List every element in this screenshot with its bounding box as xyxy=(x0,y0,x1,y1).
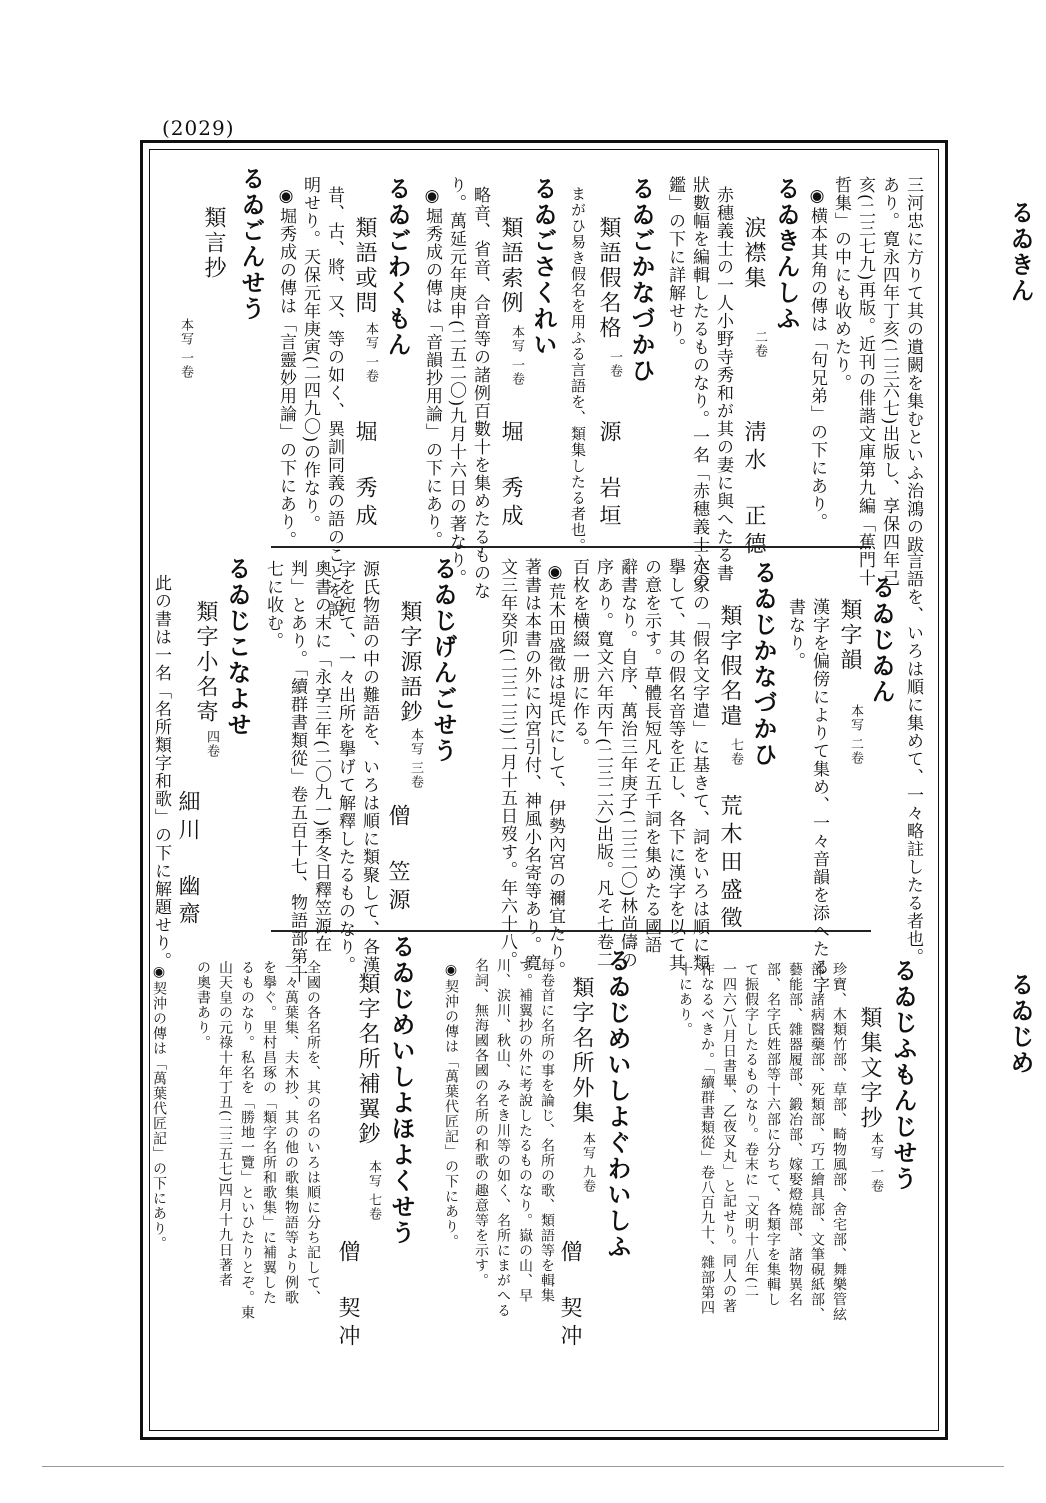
entry-author: 堀 秀成 xyxy=(498,420,523,532)
entry-author: 細川 幽齋 xyxy=(175,790,200,930)
text-column: ◉横本其角の傳は「句兄弟」の下にあり。 xyxy=(807,186,827,531)
text-column: 七に收む。 xyxy=(263,560,283,650)
text-column: 狀數幅を編輯したるものなり。一名「赤穗義士入の xyxy=(689,176,709,590)
text-column: 辭書なり。自序、萬治三年庚子(二三二〇)林尚儔の xyxy=(617,558,637,970)
entry-heading: るゐじゐん xyxy=(867,575,896,705)
text-column: 作なるべきか。「續群書類從」卷八百九十、雜部第四 xyxy=(699,962,715,1315)
text-column: 奧書の末に「永享三年(二〇九一)季冬日釋笠源在 xyxy=(311,560,331,954)
text-column: 一々萬葉集、夫木抄、其の他の歌集物語等より例歌 xyxy=(283,960,299,1305)
text-column: ◉契沖の傳は「萬葉代匠記」の下にあり。 xyxy=(443,962,459,1249)
entry-author: 僧 契冲 xyxy=(557,1240,582,1352)
entry-heading: るゐじこなよせ xyxy=(223,556,252,738)
text-column: 珍寶、木類竹部、草部、畸物風部、舍宅部、舞樂管絃 xyxy=(831,962,847,1322)
entry-heading: るゐごわくもん xyxy=(383,176,412,358)
text-column: ◉堀秀成の傳は「言靈妙用論」の下にあり。 xyxy=(276,186,296,549)
entry-title: 類語或問 xyxy=(352,216,377,316)
text-column: 書なり。 xyxy=(785,598,805,670)
entry-title: 類字名所外集 xyxy=(569,976,594,1126)
text-column: 源氏物語の中の難語を、いろは順に類聚して、各漢 xyxy=(359,560,379,974)
text-column: ◉荒木田盛徵は堤氏にして、伊勢內宮の禰宜たり。 xyxy=(545,562,565,979)
entry-author: 僧 契冲 xyxy=(335,1240,360,1352)
text-column: ◉契沖の傳は「萬葉代匠記」の下にあり。 xyxy=(151,964,167,1251)
entry-heading: るゐごさくれい xyxy=(529,176,558,358)
text-column: 十にあり。 xyxy=(677,962,693,1037)
entry-author: 淸水 正德 xyxy=(741,420,766,560)
text-column: 川、涙川、秋山、みそき川等の如く、名所にまがへる xyxy=(495,958,511,1318)
text-column: 定家の「假名文字遣」に基きて、詞をいろは順に類 xyxy=(689,558,709,972)
text-column: 判」とあり。「續群書類從」卷五百十七、物語部第十 xyxy=(287,560,307,984)
entry-title: 類字韻 xyxy=(837,598,862,673)
text-column: 藝能部、雜器履部、鍛冶部、嫁娶燈燒部、諸物異名 xyxy=(787,962,803,1307)
text-column: あり。寛永四年丁亥(二三六七)出版し、享保四年己 xyxy=(879,176,899,588)
text-column: 此の書は一名「名所類字和歌」の下に解題せり。 xyxy=(151,574,171,970)
text-column: 山天皇の元祿十年丁丑(二三五七)四月十九日著者 xyxy=(217,960,233,1288)
entry-volumes: 四卷 xyxy=(204,730,219,758)
entry-volumes: 本写 一卷 xyxy=(363,322,378,384)
text-column: の意を示す。草體長短凡そ五千詞を集めたる國語 xyxy=(641,558,661,954)
entry-title: 類言抄 xyxy=(201,206,226,281)
entry-volumes: 一卷 xyxy=(607,350,622,378)
entry-heading: るゐじめいしよほよくせう xyxy=(387,934,416,1246)
entry-author: 荒木田盛徵 xyxy=(717,794,742,934)
text-column: 序あり。寬文六年丙午(二三二六)出版。凡そ七卷二 xyxy=(593,558,613,970)
page-number: (2029) xyxy=(162,116,235,140)
entry-heading: るゐじげんごせう xyxy=(429,556,458,764)
text-column: 著書は本書の外に內宮引付、神風小名寄等あり。寬 xyxy=(521,558,541,972)
text-column: 文三年癸卯(二三二三)二月十五日歿す。年六十八。 xyxy=(497,558,517,970)
entry-volumes: 本写 一卷 xyxy=(868,1132,883,1194)
side-label-ruikin: るゐきん xyxy=(1006,200,1035,304)
entry-volumes: 本写 九卷 xyxy=(580,1132,595,1194)
entry-heading: るゐきんしふ xyxy=(772,176,801,332)
text-column: を擧ぐ。里村昌琢の「類字名所和歌集」に補翼した xyxy=(261,960,277,1305)
text-column: ◉堀秀成の傳は「音韻抄用論」の下にあり。 xyxy=(422,186,442,549)
bottom-rule xyxy=(42,1466,1004,1467)
entry-volumes: 本写 一卷 xyxy=(509,325,524,387)
text-column: 部、名字氏姓部等十六部に分ちて、各類字を集輯し xyxy=(765,962,781,1307)
text-column: まがひ易き假名を用ふる言語を、類集したる者也。 xyxy=(569,186,587,554)
entry-heading: るゐじふもんじせう xyxy=(889,958,918,1192)
text-column: 亥(二三七九)再版。近刊の俳諧文庫第九編「蕉門十 xyxy=(855,176,875,588)
entry-heading: るゐごかなづかひ xyxy=(627,176,656,384)
entry-title: 類集文字抄 xyxy=(857,1006,882,1131)
entry-volumes: 二卷 xyxy=(752,330,767,358)
text-column: す。補翼抄の外に考說したるものなり。嶽の山、早 xyxy=(517,958,533,1303)
text-column: 全國の各名所を、其の名のいろは順に分ち記して、 xyxy=(305,960,321,1305)
text-column: 赤穗義士の一人小野寺秀和が其の妻に與へたる書 xyxy=(713,186,733,582)
entry-heading: るゐじめいしよぐわいしふ xyxy=(603,948,632,1260)
entry-author: 源 岩垣 xyxy=(596,420,621,532)
text-column: 鑑」の下に詳解せり。 xyxy=(665,176,685,356)
entry-title: 涙襟集 xyxy=(741,216,766,291)
entry-volumes: 本写 七卷 xyxy=(366,1160,381,1222)
text-column: 一四六)八月日書畢、乙夜叉丸」と記せり。同人の著 xyxy=(721,962,737,1314)
entry-volumes: 本写 一卷 xyxy=(178,318,193,380)
text-column: 明せり。天保元年庚寅(二四九〇)の作なり。 xyxy=(300,176,320,534)
entry-title: 類字源語鈔 xyxy=(397,600,422,725)
text-column: るものなり。私名を「勝地一覽」といひたりとぞ。東 xyxy=(239,960,255,1320)
text-column: の奧書あり。 xyxy=(195,960,211,1050)
text-column: 百枚を横綴一册に作る。 xyxy=(569,558,589,756)
text-column: 三河忠に方りて其の遺闕を集むといふ治鴻の跋 xyxy=(903,176,923,554)
entry-heading: るゐごんせう xyxy=(237,166,266,322)
side-label-ruijime: るゐじめ xyxy=(1006,972,1035,1076)
entry-volumes: 本写 二卷 xyxy=(848,704,863,766)
text-column: 昔、古、將、又、等の如く、異訓同義の語のことを說 xyxy=(324,186,344,618)
entry-title: 類字假名遣 xyxy=(717,604,742,729)
text-column: 擧して、其の假名音等を正し、各下に漢字を以て其 xyxy=(665,558,685,972)
entry-title: 類字名所補翼鈔 xyxy=(355,972,380,1147)
entry-heading: るゐじかなづかひ xyxy=(749,560,778,768)
entry-title: 類語假名格 xyxy=(596,216,621,341)
text-column: 字を宛て、一々出所を擧げて解釋したるものなり。 xyxy=(335,560,355,974)
text-column: 略音、省音、合音等の諸例百數十を集めたるものな xyxy=(470,186,490,600)
entry-volumes: 本写 三卷 xyxy=(408,728,423,790)
text-column: 名詞、無海國各國の名所の和歌の趣意等を示す。 xyxy=(473,958,489,1288)
text-column: 部、諸病醫藥部、死類部、巧工繪具部、文筆硯紙部、 xyxy=(809,962,825,1322)
entry-volumes: 七卷 xyxy=(728,738,743,766)
entry-title: 類語索例 xyxy=(498,216,523,316)
text-column: 漢字を偏傍によりて集め、一々音韻を添へたる字 xyxy=(809,598,829,994)
text-column: り。萬延元年庚申(二五二〇)九月十六日の著なり。 xyxy=(446,176,466,588)
text-column: 每卷首に名所の事を論じ、名所の歌、類語等を輯集 xyxy=(539,958,555,1303)
text-column: 哲集」の中にも收めたり。 xyxy=(831,176,851,392)
entry-author: 堀 秀成 xyxy=(352,420,377,532)
text-column: 言語を、いろは順に集めて、一々略註したる者也。 xyxy=(903,552,923,966)
entry-author: 僧 笠源 xyxy=(385,804,410,916)
entry-title: 類字小名寄 xyxy=(193,600,218,725)
text-column: て振假字したるものなり。卷末に「文明十八年(二 xyxy=(743,962,759,1299)
